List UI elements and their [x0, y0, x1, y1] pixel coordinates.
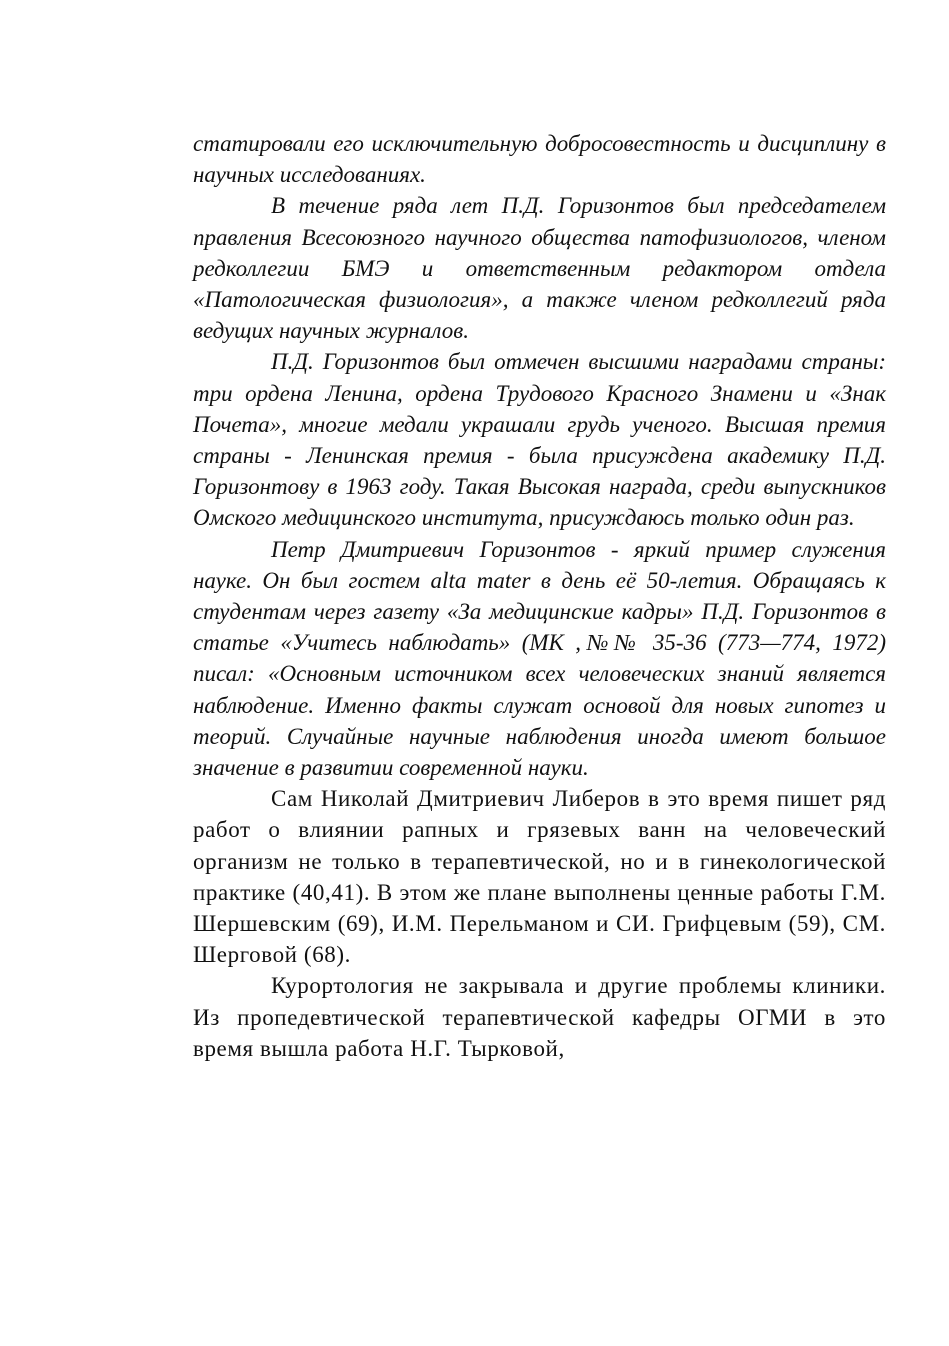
- paragraph-4: Петр Дмитриевич Горизонтов - яркий пример служения науке. Он был гостем alta mater в день её 50-летия. Обращаясь к студентам через газету «За медицинские кадры» П.Д. Горизонтов в статье «Учитесь наблюдать» (МК ,№№ 35-36 (773—774, 1972) писал: «Основным источником всех человеческих знаний является наблюдение. Именно факты служат основой для новых гипотез и теорий. Случайные научные наблюдения иногда имеют большое значение в развитии современной науки.: [193, 536, 886, 781]
- paragraph-2: В течение ряда лет П.Д. Горизонтов был председателем правления Всесоюзного научного общества патофизиологов, членом редколлегии БМЭ и ответственным редактором отдела «Патологическая физиология», а также членом редколлегий ряда ведущих научных журналов.: [193, 193, 886, 344]
- paragraph-5: Сам Николай Дмитриевич Либеров в это время пишет ряд работ о влиянии рапных и грязевых ванн на человеческий организм не только в терапевтической, но и в гинекологической практике (40,41). В этом же плане выполнены ценные работы Г.М. Шершевским (69), И.М. Перельманом и СИ. Грифцевым (59), СМ. Шерговой (68).: [193, 786, 886, 968]
- document-page: [193, 128, 886, 1064]
- paragraph-6: Курортология не закрывала и другие проблемы клиники. Из пропедевтической терапевтической кафедры ОГМИ в это время вышла работа Н.Г. Тырковой,: [193, 973, 886, 1061]
- paragraph-1: статировали его исключительную добросовестность и дисциплину в научных исследованиях.: [193, 131, 886, 188]
- paragraph-3: П.Д. Горизонтов был отмечен высшими наградами страны: три ордена Ленина, ордена Трудового Красного Знамени и «Знак Почета», многие медали украшали грудь ученого. Высшая премия страны - Ленинская премия - была присуждена академику П.Д. Горизонтову в 1963 году. Такая Высокая награда, среди выпускников Омского медицинского института, присуждаюсь только один раз.: [193, 349, 886, 531]
